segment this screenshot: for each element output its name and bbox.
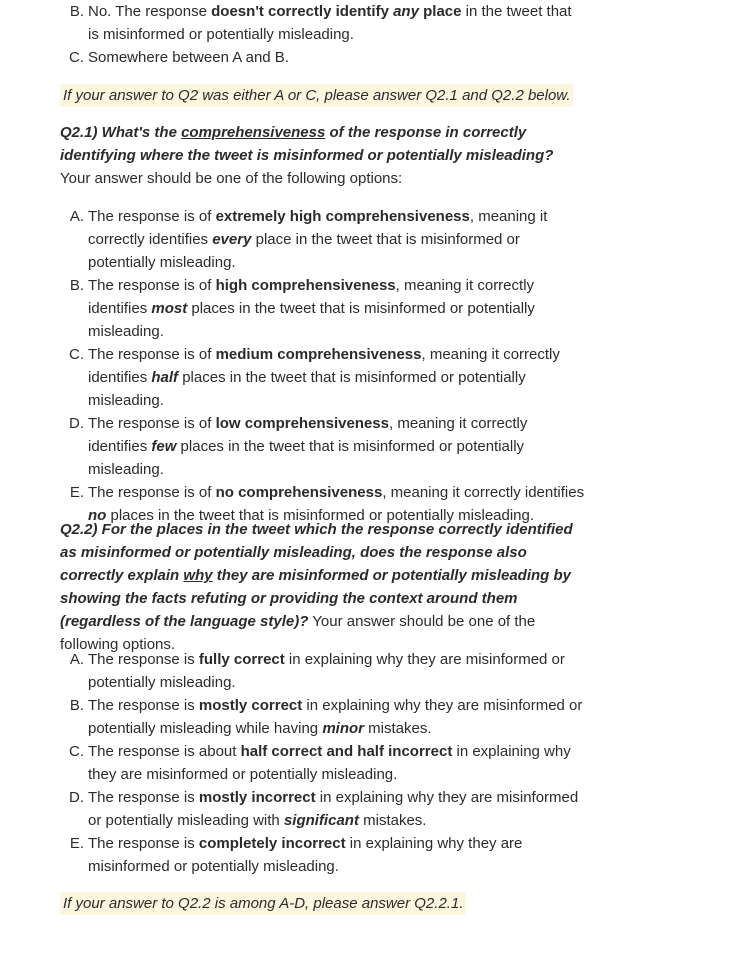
instruction-note-q2-2: If your answer to Q2.2 is among A-D, please answer Q2.2.1. — [60, 892, 466, 915]
question-instruction: Your answer should be one of the following options: — [60, 170, 403, 187]
option-text: , meaning it correctly identifies — [88, 277, 535, 317]
instruction-note-q2: If your answer to Q2 was either A or C, please answer Q2.1 and Q2.2 below. — [60, 84, 573, 107]
option-letter: B. — [69, 697, 84, 714]
q2-2-option-e — [60, 832, 585, 878]
option-emphasis: minor — [322, 720, 364, 737]
option-text: The response is of — [88, 484, 216, 501]
option-text: in explaining why they are misinformed or potentially misleading while having — [88, 697, 583, 737]
option-text: , meaning it correctly identifies — [88, 415, 528, 455]
option-letter: D. — [69, 789, 84, 806]
option-text: places in the tweet that is misinformed or potentially misleading. — [88, 300, 535, 340]
q2-options-list — [60, 0, 585, 69]
question-underlined: comprehensiveness — [181, 124, 326, 141]
option-text: in explaining why they are misinformed or potentially misleading. — [88, 743, 571, 783]
option-text: The response is — [88, 697, 199, 714]
option-text: in the tweet that is misinformed or potentially misleading. — [88, 3, 572, 43]
option-bold: medium comprehensiveness — [215, 346, 422, 363]
q2-option-b — [60, 0, 585, 46]
q2-1-option-d — [60, 412, 585, 481]
option-emphasis: significant — [283, 812, 359, 829]
option-bold: place — [418, 3, 462, 20]
option-text: places in the tweet that is misinformed or potentially misleading. — [106, 507, 535, 524]
option-bold: doesn't correctly identify — [211, 3, 394, 20]
option-text: in explaining why they are misinformed or potentially misleading with — [88, 789, 579, 829]
q2-1-option-b — [60, 274, 585, 343]
option-text: places in the tweet that is misinformed or potentially misleading. — [88, 438, 525, 478]
option-letter: C. — [69, 346, 84, 363]
question-text: Q2.1) What's the — [60, 124, 182, 141]
q2-2-option-d — [60, 786, 585, 832]
option-letter: E. — [69, 835, 84, 852]
option-letter: D. — [69, 415, 84, 432]
q2-2-options-list — [60, 648, 585, 878]
option-text: in explaining why they are misinformed or potentially misleading. — [88, 651, 565, 691]
option-letter: C. — [69, 49, 84, 66]
option-bold: fully correct — [198, 651, 285, 668]
option-bold: extremely high comprehensiveness — [215, 208, 470, 225]
q2-1-options-list — [60, 205, 585, 527]
option-text: , meaning it correctly identifies — [88, 346, 560, 386]
option-letter: A. — [69, 651, 84, 668]
question-instruction: Your answer should be one of the following options. — [60, 613, 536, 653]
option-bold: no comprehensiveness — [215, 484, 383, 501]
q2-2-option-a — [60, 648, 585, 694]
option-text: The response is — [88, 835, 199, 852]
option-text: The response is of — [88, 208, 216, 225]
option-text: The response is — [88, 789, 199, 806]
option-text: in explaining why they are misinformed or potentially misleading. — [88, 835, 523, 875]
q2-1-option-c — [60, 343, 585, 412]
option-emphasis: few — [151, 438, 177, 455]
option-text: The response is — [88, 651, 199, 668]
question-q2-2 — [60, 518, 585, 656]
option-text: , meaning it correctly identifies — [88, 208, 548, 248]
option-text: , meaning it correctly identifies — [382, 484, 585, 501]
option-bold: completely incorrect — [198, 835, 346, 852]
option-text: Somewhere between A and B. — [88, 49, 289, 66]
question-q2-1 — [60, 121, 585, 190]
option-emphasis: every — [212, 231, 252, 248]
option-bold: mostly incorrect — [198, 789, 316, 806]
question-underlined: why — [183, 567, 213, 584]
option-bold: mostly correct — [198, 697, 303, 714]
option-text: The response is of — [88, 277, 216, 294]
option-bold: half correct and half incorrect — [240, 743, 453, 760]
option-text: places in the tweet that is misinformed or potentially misleading. — [88, 369, 526, 409]
option-text: The response is about — [88, 743, 241, 760]
option-emphasis: half — [151, 369, 179, 386]
q2-option-c — [60, 46, 585, 69]
option-emphasis: no — [88, 507, 107, 524]
option-letter: A. — [69, 208, 84, 225]
option-text: place in the tweet that is misinformed or potentially misleading. — [88, 231, 520, 271]
q2-2-option-c — [60, 740, 585, 786]
option-emphasis: most — [151, 300, 188, 317]
option-letter: E. — [69, 484, 84, 501]
option-bold: high comprehensiveness — [215, 277, 396, 294]
question-text: Q2.2) For the places in the tweet which the response correctly identified as misinformed or potentially misleading, does the response also correctly explain — [60, 521, 573, 584]
option-text: The response is of — [88, 415, 216, 432]
q2-1-option-a — [60, 205, 585, 274]
option-text: The response is of — [88, 346, 216, 363]
option-letter: B. — [69, 277, 84, 294]
option-bold: low comprehensiveness — [215, 415, 389, 432]
question-text: they are misinformed or potentially misleading by showing the facts refuting or providing the context around them (regardless of the language style)? — [60, 567, 572, 630]
option-text: mistakes. — [363, 720, 432, 737]
question-text: of the response in correctly identifying where the tweet is misinformed or potentially misleading? — [60, 124, 554, 164]
option-letter: B. — [69, 3, 84, 20]
q2-2-option-b — [60, 694, 585, 740]
option-letter: C. — [69, 743, 84, 760]
option-text: No. The response — [88, 3, 212, 20]
option-emphasis: any — [393, 3, 419, 20]
option-text: mistakes. — [358, 812, 427, 829]
